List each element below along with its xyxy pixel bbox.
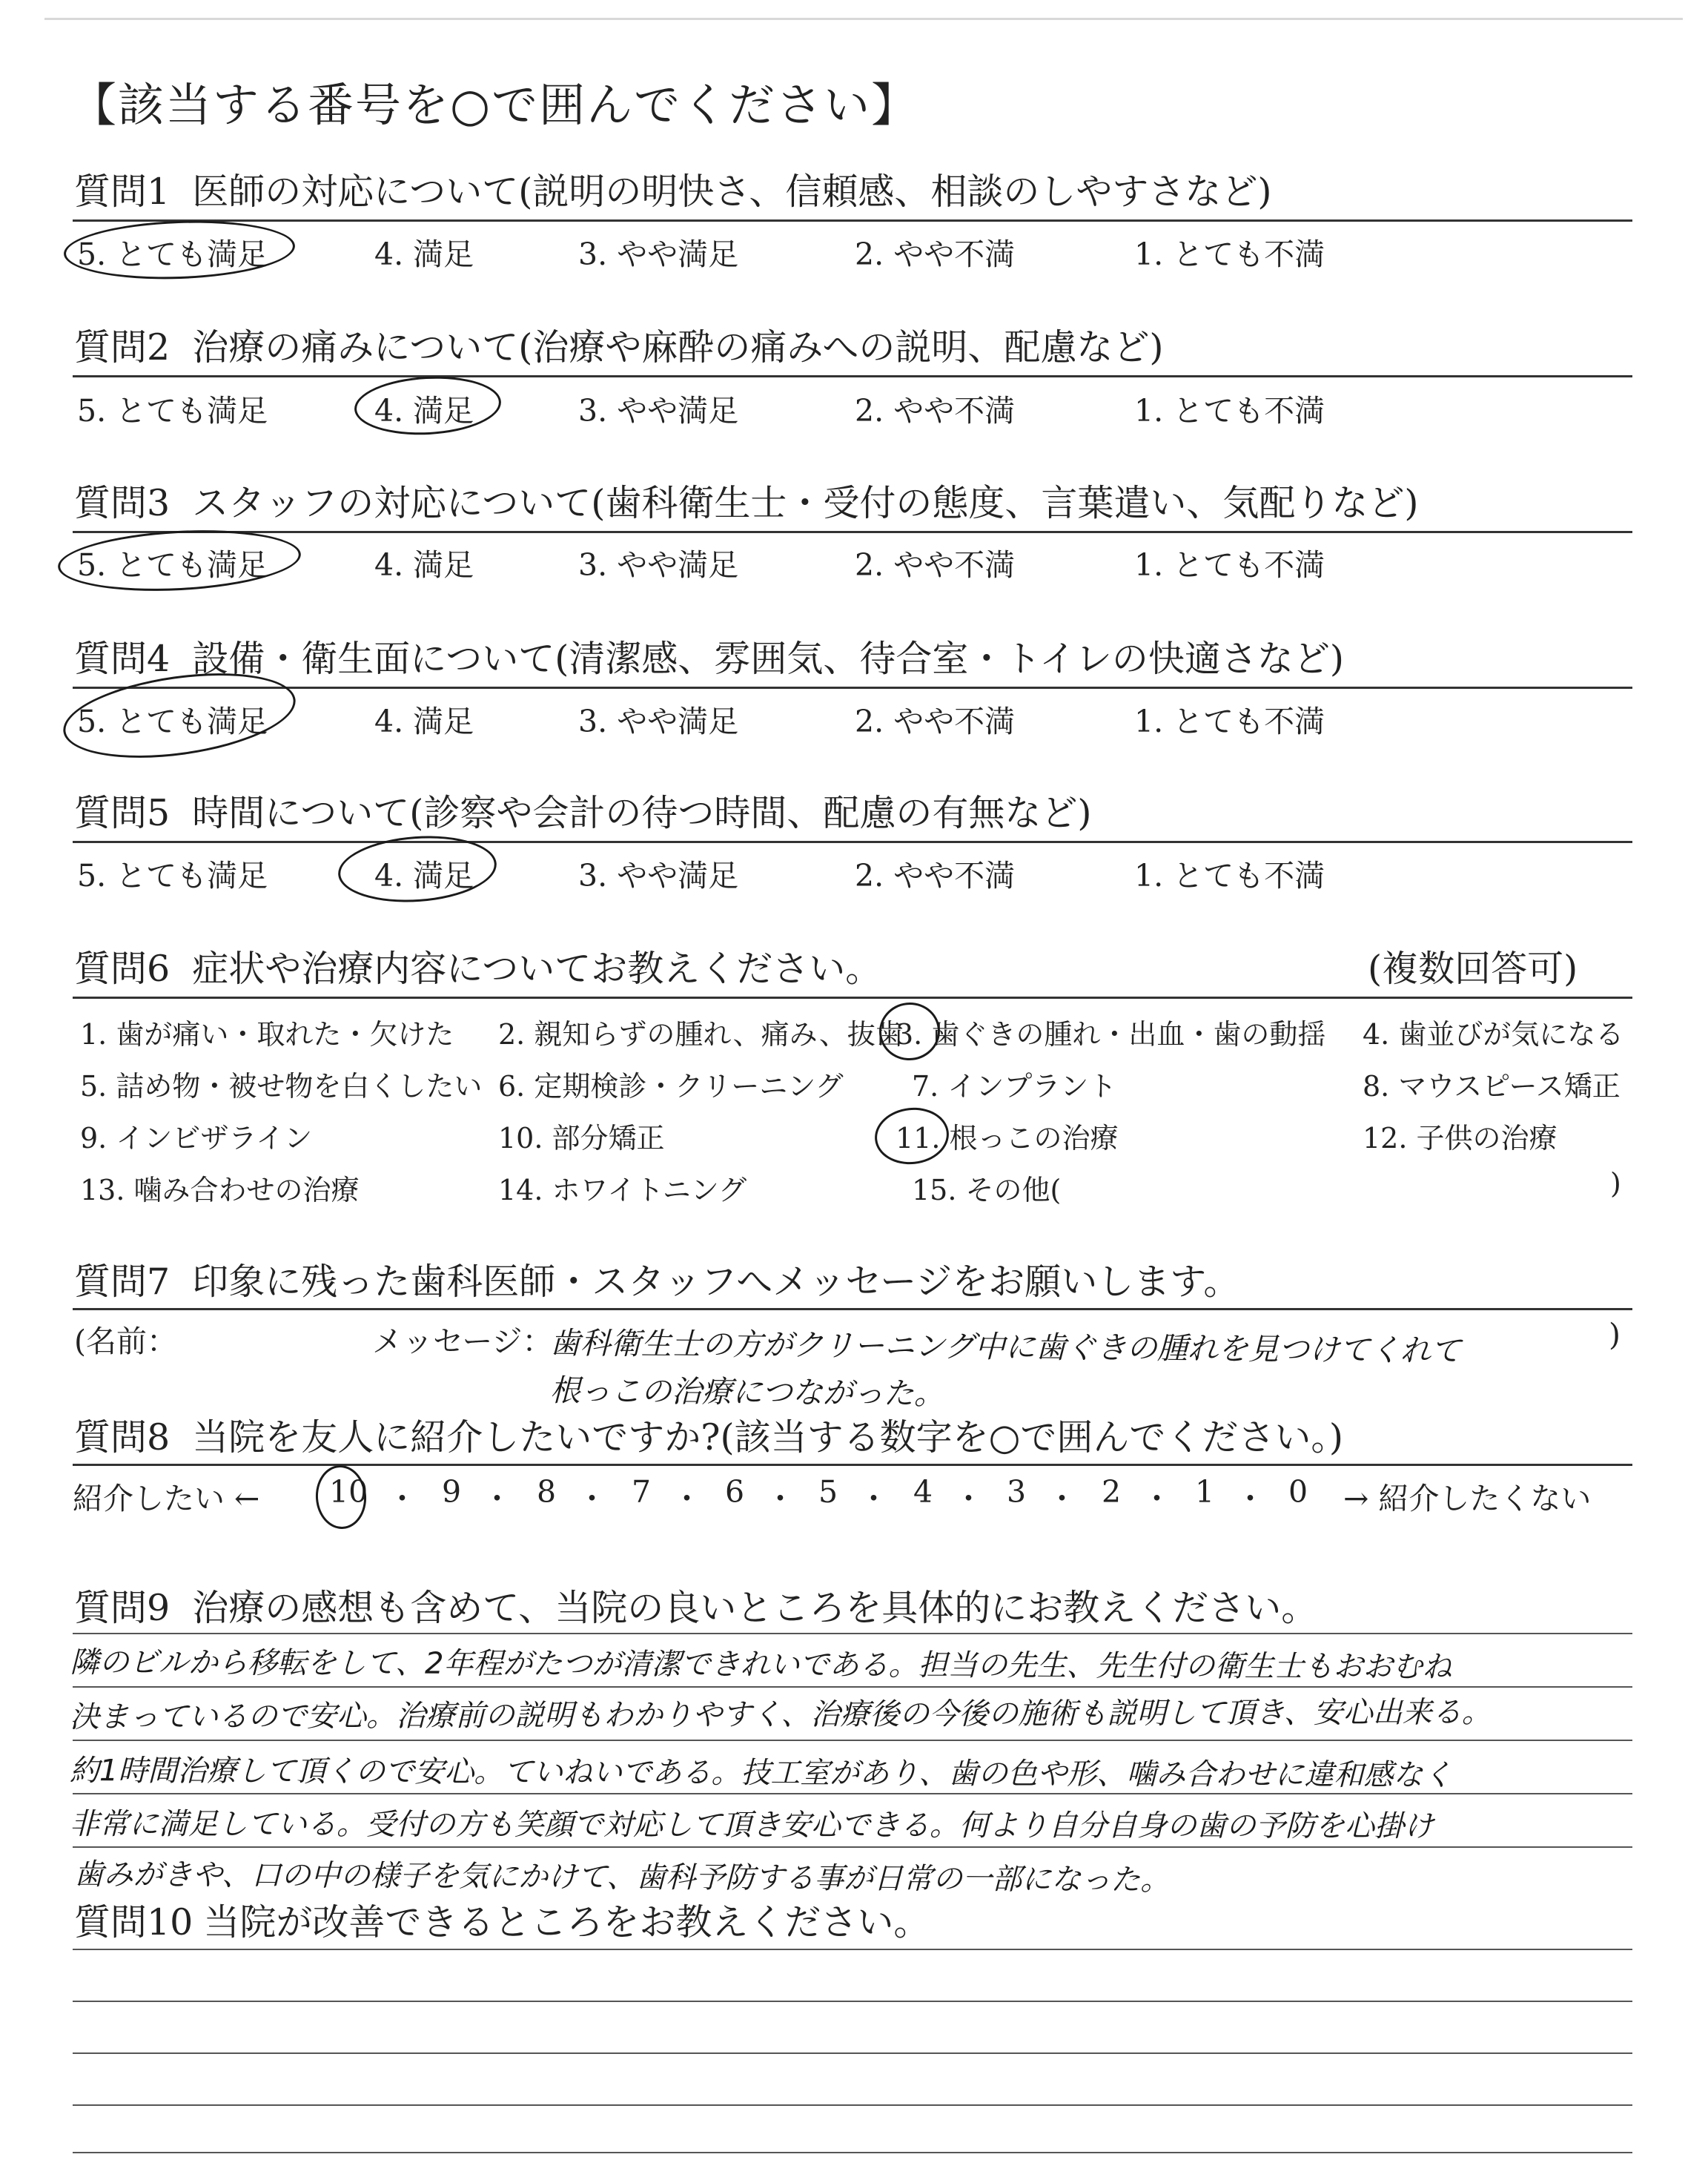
- question-7-title: [74, 1253, 1239, 1305]
- scale-separator: ・: [858, 1481, 889, 1516]
- symptom-option-6[interactable]: 6. 定期検診・クリーニング: [498, 1070, 844, 1103]
- option-5[interactable]: 5. とても満足: [77, 237, 268, 272]
- selection-circle: [872, 1104, 951, 1168]
- scale-separator: ・: [482, 1481, 512, 1516]
- answer-line: [73, 1740, 1632, 1741]
- message-close-paren: ): [1609, 1317, 1621, 1353]
- answer-line-3: 約1時間治療して頂くので安心。ていねいである。技工室があり、歯の色や形、噛み合わせに違和感なく: [69, 1754, 1453, 1793]
- selection-circle: [876, 1000, 943, 1063]
- symptom-option-12[interactable]: 12. 子供の治療: [1363, 1122, 1558, 1155]
- option-4[interactable]: 4. 満足: [374, 237, 474, 272]
- recommend-left-label: 紹介したい ←: [73, 1481, 260, 1516]
- option-4[interactable]: 4. 満足: [374, 704, 474, 739]
- question-number: 質問2: [74, 326, 171, 369]
- scale-separator: ・: [672, 1481, 702, 1516]
- scale-7[interactable]: 7: [632, 1474, 652, 1510]
- question-number: 質問4: [74, 638, 171, 680]
- question-text: 設備・衛生面について(清潔感、雰囲気、待合室・トイレの快適さなど): [192, 638, 1344, 680]
- other-close-paren: ): [1610, 1167, 1621, 1200]
- answer-line-2: 決まっているので安心。治療前の説明もわかりやすく、治療後の今後の施術も説明して頂き、安心出来る。: [70, 1695, 1492, 1734]
- selection-circle: [56, 524, 302, 596]
- option-1[interactable]: 1. とても不満: [1134, 858, 1325, 894]
- question-4-title: [74, 630, 1344, 682]
- question-2-title: [74, 319, 1163, 371]
- question-number: 質問3: [74, 482, 171, 524]
- scale-10[interactable]: 10: [329, 1474, 368, 1510]
- symptom-option-5[interactable]: 5. 詰め物・被せ物を白くしたい: [80, 1070, 483, 1103]
- question-text: 時間について(診察や会計の待つ時間、配慮の有無など): [192, 792, 1092, 834]
- question-number: 質問5: [74, 792, 171, 834]
- option-2[interactable]: 2. やや不満: [855, 704, 1016, 739]
- question-8-title: [74, 1409, 1343, 1461]
- scale-separator: ・: [387, 1481, 417, 1516]
- symptom-option-14[interactable]: 14. ホワイトニング: [498, 1174, 747, 1206]
- scale-separator: ・: [1235, 1481, 1265, 1516]
- recommend-right-label: → 紹介したくない: [1343, 1481, 1592, 1516]
- scale-2[interactable]: 2: [1102, 1474, 1122, 1510]
- option-1[interactable]: 1. とても不満: [1134, 237, 1325, 272]
- message-line-1: 歯科衛生士の方がクリーニング中に歯ぐきの腫れを見つけてくれて: [549, 1324, 1462, 1369]
- question-text: 治療の痛みについて(治療や麻酔の痛みへの説明、配慮など): [192, 326, 1164, 369]
- answer-line-1: 隣のビルから移転をして、2年程がたつが清潔できれいである。担当の先生、先生付の衛生士もおおむね: [69, 1645, 1452, 1685]
- option-4[interactable]: 4. 満足: [374, 393, 474, 429]
- option-5[interactable]: 5. とても満足: [77, 704, 268, 739]
- question-1-title: [74, 163, 1271, 215]
- question-10-title: [74, 1894, 930, 1946]
- scale-separator: ・: [577, 1481, 607, 1516]
- question-5-title: [74, 785, 1091, 836]
- question-3-title: [74, 475, 1418, 526]
- page-heading: 【該当する番号を○で囲んでください】: [70, 78, 919, 132]
- answer-line[interactable]: [73, 2104, 1632, 2106]
- question-rule: [73, 841, 1632, 843]
- name-label: (名前：: [74, 1324, 177, 1359]
- option-4[interactable]: 4. 満足: [374, 547, 474, 583]
- scale-0[interactable]: 0: [1288, 1474, 1308, 1510]
- question-text: 当院を友人に紹介したいですか?(該当する数字を○で囲んでください。): [192, 1416, 1343, 1459]
- answer-line[interactable]: [73, 2001, 1632, 2002]
- answer-line[interactable]: [73, 2052, 1632, 2054]
- question-number: 質問10: [74, 1901, 193, 1943]
- question-rule: [73, 375, 1632, 377]
- question-9-title: [74, 1579, 1317, 1631]
- question-text: 印象に残った歯科医師・スタッフへメッセージをお願いします。: [192, 1261, 1240, 1303]
- scale-8[interactable]: 8: [537, 1474, 557, 1510]
- answer-line: [73, 1686, 1632, 1688]
- question-number: 質問6: [74, 948, 171, 990]
- question-rule: [73, 687, 1632, 689]
- symptom-option-13[interactable]: 13. 噛み合わせの治療: [80, 1174, 360, 1206]
- scale-6[interactable]: 6: [725, 1474, 745, 1510]
- scale-separator: ・: [953, 1481, 984, 1516]
- question-text: 症状や治療内容についてお教えください。: [192, 948, 882, 990]
- symptom-option-7[interactable]: 7. インプラント: [912, 1070, 1117, 1103]
- question-rule: [73, 997, 1632, 999]
- symptom-option-2[interactable]: 2. 親知らずの腫れ、痛み、抜歯: [498, 1018, 904, 1051]
- question-text: 医師の対応について(説明の明快さ、信頼感、相談のしやすさなど): [192, 171, 1272, 213]
- question-rule: [73, 1464, 1632, 1466]
- question-text: 当院が改善できるところをお教えください。: [203, 1901, 930, 1943]
- option-1[interactable]: 1. とても不満: [1134, 704, 1325, 739]
- scale-9[interactable]: 9: [442, 1474, 462, 1510]
- scale-3[interactable]: 3: [1007, 1474, 1027, 1510]
- symptom-option-10[interactable]: 10. 部分矯正: [498, 1122, 665, 1155]
- answer-line: [73, 1846, 1632, 1848]
- answer-line: [73, 1633, 1632, 1634]
- scale-1[interactable]: 1: [1195, 1474, 1215, 1510]
- symptom-option-3[interactable]: 3. 歯ぐきの腫れ・出血・歯の動揺: [896, 1018, 1326, 1051]
- option-3[interactable]: 3. やや満足: [578, 858, 739, 894]
- option-5[interactable]: 5. とても満足: [77, 858, 268, 894]
- option-4[interactable]: 4. 満足: [374, 858, 474, 894]
- question-number: 質問7: [74, 1261, 171, 1303]
- option-5[interactable]: 5. とても満足: [77, 393, 268, 429]
- question-rule: [73, 1308, 1632, 1310]
- question-6-title: [74, 940, 881, 992]
- option-2[interactable]: 2. やや不満: [855, 237, 1016, 272]
- question-rule: [73, 219, 1632, 222]
- scale-separator: ・: [1047, 1481, 1077, 1516]
- question-text: スタッフの対応について(歯科衛生士・受付の態度、言葉遣い、気配りなど): [192, 482, 1419, 524]
- option-1[interactable]: 1. とても不満: [1134, 547, 1325, 583]
- scale-separator: ・: [1142, 1481, 1172, 1516]
- answer-line[interactable]: [73, 2152, 1632, 2153]
- answer-line-4: 非常に満足している。受付の方も笑顔で対応して頂き安心できる。何より自分自身の歯の予防を心掛け: [69, 1807, 1434, 1844]
- option-5[interactable]: 5. とても満足: [77, 547, 268, 583]
- answer-line[interactable]: [73, 1949, 1632, 1950]
- symptom-option-4[interactable]: 4. 歯並びが気になる: [1363, 1018, 1624, 1051]
- question-text: 治療の感想も含めて、当院の良いところを具体的にお教えください。: [192, 1587, 1318, 1629]
- option-2[interactable]: 2. やや不満: [855, 858, 1016, 894]
- question-number: 質問9: [74, 1587, 171, 1629]
- option-3[interactable]: 3. やや満足: [578, 704, 739, 739]
- question-number: 質問8: [74, 1416, 171, 1459]
- answer-line-5: 歯みがきや、口の中の様子を気にかけて、歯科予防する事が日常の一部になった。: [73, 1857, 1171, 1898]
- symptom-option-15[interactable]: 15. その他(: [912, 1174, 1062, 1206]
- multiple-answer-note: (複数回答可): [1368, 948, 1578, 990]
- option-2[interactable]: 2. やや不満: [855, 393, 1016, 429]
- scale-5[interactable]: 5: [818, 1474, 838, 1510]
- message-label: メッセージ：: [372, 1324, 553, 1359]
- question-number: 質問1: [74, 171, 171, 213]
- scale-4[interactable]: 4: [913, 1474, 933, 1510]
- symptom-option-8[interactable]: 8. マウスピース矯正: [1363, 1070, 1621, 1103]
- symptom-option-1[interactable]: 1. 歯が痛い・取れた・欠けた: [80, 1018, 454, 1051]
- option-3[interactable]: 3. やや満足: [578, 237, 739, 272]
- option-3[interactable]: 3. やや満足: [578, 547, 739, 583]
- option-1[interactable]: 1. とても不満: [1134, 393, 1325, 429]
- option-2[interactable]: 2. やや不満: [855, 547, 1016, 583]
- symptom-option-11[interactable]: 11. 根っこの治療: [896, 1122, 1119, 1155]
- message-line-2: 根っこの治療につながった。: [549, 1372, 945, 1412]
- symptom-option-9[interactable]: 9. インビザライン: [80, 1122, 313, 1155]
- question-rule: [73, 531, 1632, 533]
- scale-separator: ・: [765, 1481, 795, 1516]
- top-border: [44, 18, 1683, 20]
- option-3[interactable]: 3. やや満足: [578, 393, 739, 429]
